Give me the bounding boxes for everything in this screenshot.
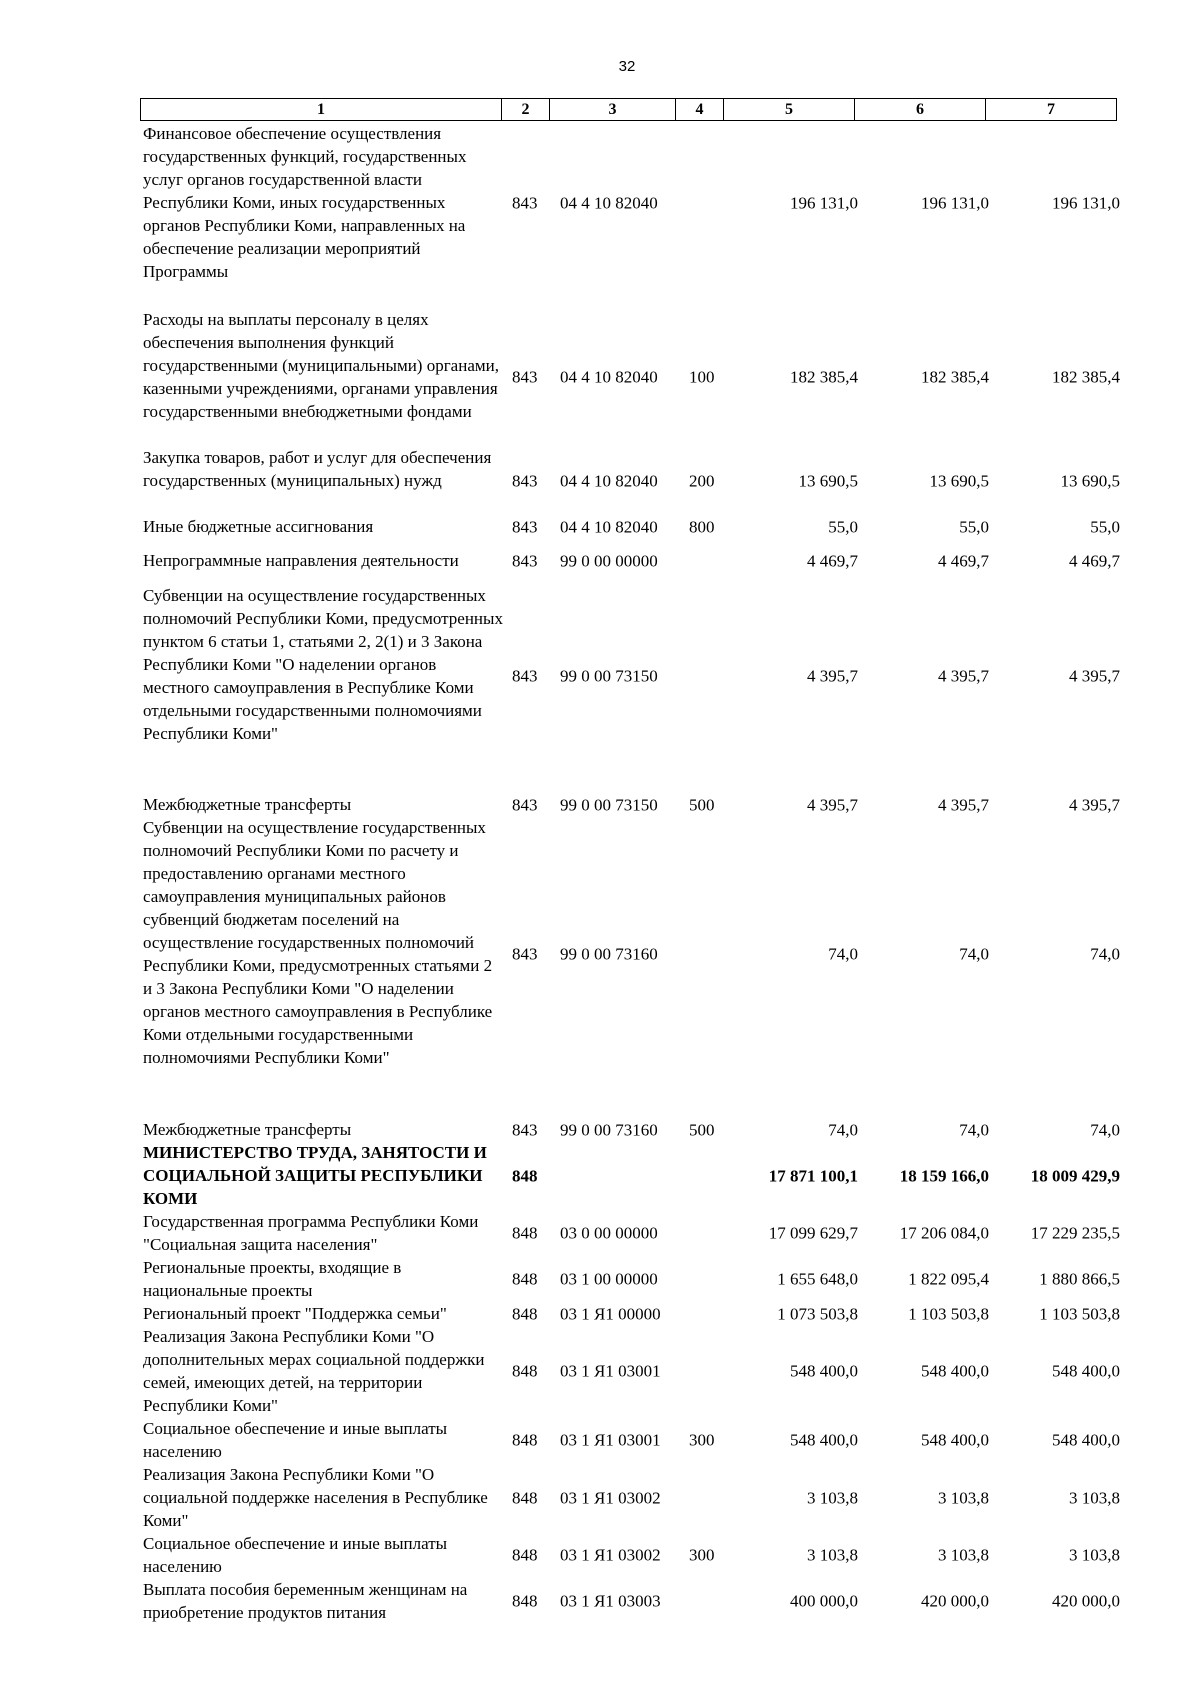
- table-row: [0, 1118, 1200, 1141]
- row-col-2: 843: [512, 367, 538, 387]
- table-row: [0, 308, 1200, 446]
- row-col-5: 4 395,7: [807, 666, 858, 686]
- row-col-2: 848: [512, 1361, 538, 1381]
- row-col-7: 1 880 866,5: [1039, 1269, 1120, 1289]
- row-col-7: 55,0: [1090, 517, 1120, 536]
- row-col-3: 99 0 00 73160: [560, 944, 658, 964]
- row-col-5: 55,0: [828, 517, 858, 536]
- row-col-2: 843: [512, 193, 538, 212]
- table-row: [0, 793, 1200, 816]
- row-col-5: 13 690,5: [798, 471, 858, 490]
- table-row: [0, 1463, 1200, 1532]
- header-col-6: 6: [855, 99, 986, 121]
- row-description: Реализация Закона Республики Коми "О социальной поддержке населения в Республике Коми": [143, 1465, 488, 1530]
- row-description: Межбюджетные трансферты: [143, 1120, 352, 1139]
- table-row: [0, 515, 1200, 538]
- row-description: Иные бюджетные ассигнования: [143, 517, 374, 536]
- table-row: [0, 584, 1200, 768]
- row-col-2: 843: [512, 517, 538, 536]
- row-col-6: 196 131,0: [921, 193, 989, 212]
- table-row: [0, 1325, 1200, 1417]
- row-col-6: 13 690,5: [929, 471, 989, 490]
- row-col-3: 03 1 00 00000: [560, 1269, 658, 1289]
- header-col-3: 3: [550, 99, 676, 121]
- table-row: [0, 1141, 1200, 1210]
- row-col-2: 843: [512, 795, 538, 814]
- row-description: Непрограммные направления деятельности: [143, 551, 459, 570]
- row-col-3: 03 1 Я1 03002: [560, 1545, 661, 1565]
- table-row: [0, 446, 1200, 515]
- row-col-2: 843: [512, 551, 538, 570]
- table-row: [0, 1210, 1200, 1256]
- row-col-5: 74,0: [828, 1120, 858, 1139]
- row-col-4: 500: [689, 795, 715, 814]
- row-col-5: 182 385,4: [790, 367, 858, 387]
- row-col-3: 03 1 Я1 03002: [560, 1488, 661, 1507]
- row-col-5: 4 469,7: [807, 551, 858, 570]
- row-col-3: 99 0 00 73150: [560, 666, 658, 686]
- row-col-2: 848: [512, 1223, 538, 1243]
- row-col-3: 99 0 00 00000: [560, 551, 658, 570]
- row-col-7: 74,0: [1090, 944, 1120, 964]
- header-col-5: 5: [724, 99, 855, 121]
- row-col-6: 182 385,4: [921, 367, 989, 387]
- row-col-6: 74,0: [959, 1120, 989, 1139]
- row-description: Социальное обеспечение и иные выплаты населению: [143, 1534, 448, 1576]
- row-col-6: 548 400,0: [921, 1430, 989, 1450]
- row-col-5: 1 073 503,8: [777, 1304, 858, 1323]
- table-row: [0, 1578, 1200, 1624]
- row-col-2: 848: [512, 1545, 538, 1565]
- row-col-3: 04 4 10 82040: [560, 367, 658, 387]
- row-col-3: 03 0 00 00000: [560, 1223, 658, 1243]
- row-col-7: 3 103,8: [1069, 1545, 1120, 1565]
- row-description: Расходы на выплаты персоналу в целях обеспечения выполнения функций государственными (муниципальными) органами, казенными учреждениями, органами управления государственными внебюджетными фондами: [143, 310, 499, 421]
- row-col-7: 182 385,4: [1052, 367, 1120, 387]
- row-col-7: 74,0: [1090, 1120, 1120, 1139]
- row-description: Закупка товаров, работ и услуг для обеспечения государственных (муниципальных) нужд: [143, 448, 492, 490]
- row-col-7: 3 103,8: [1069, 1488, 1120, 1507]
- row-col-5: 548 400,0: [790, 1430, 858, 1450]
- row-col-6: 4 395,7: [938, 795, 989, 814]
- row-col-7: 420 000,0: [1052, 1591, 1120, 1611]
- row-col-6: 3 103,8: [938, 1545, 989, 1565]
- row-col-7: 4 395,7: [1069, 795, 1120, 814]
- row-col-5: 17 099 629,7: [768, 1223, 858, 1243]
- row-description: Государственная программа Республики Коми "Социальная защита населения": [143, 1212, 479, 1254]
- row-col-5: 196 131,0: [790, 193, 858, 212]
- row-col-7: 18 009 429,9: [1030, 1166, 1120, 1185]
- row-col-7: 13 690,5: [1060, 471, 1120, 490]
- row-col-7: 548 400,0: [1052, 1361, 1120, 1381]
- row-col-4: 100: [689, 367, 715, 387]
- table-row: [0, 1256, 1200, 1302]
- row-col-2: 848: [512, 1591, 538, 1611]
- row-col-7: 1 103 503,8: [1039, 1304, 1120, 1323]
- row-col-6: 4 395,7: [938, 666, 989, 686]
- row-col-7: 548 400,0: [1052, 1430, 1120, 1450]
- row-col-5: 400 000,0: [790, 1591, 858, 1611]
- header-col-4: 4: [676, 99, 724, 121]
- row-col-3: 03 1 Я1 03001: [560, 1430, 661, 1450]
- row-col-3: 04 4 10 82040: [560, 471, 658, 490]
- row-col-5: 548 400,0: [790, 1361, 858, 1381]
- row-col-5: 17 871 100,1: [768, 1166, 858, 1185]
- row-col-3: 03 1 Я1 00000: [560, 1304, 661, 1323]
- row-col-6: 55,0: [959, 517, 989, 536]
- row-col-2: 848: [512, 1269, 538, 1289]
- row-col-3: 99 0 00 73150: [560, 795, 658, 814]
- row-col-6: 18 159 166,0: [899, 1166, 989, 1185]
- row-col-5: 74,0: [828, 944, 858, 964]
- row-col-3: 04 4 10 82040: [560, 517, 658, 536]
- row-col-5: 4 395,7: [807, 795, 858, 814]
- row-description: Межбюджетные трансферты: [143, 795, 352, 814]
- row-col-2: 843: [512, 944, 538, 964]
- row-col-4: 300: [689, 1430, 715, 1450]
- header-col-2: 2: [502, 99, 550, 121]
- row-col-7: 196 131,0: [1052, 193, 1120, 212]
- row-col-7: 4 395,7: [1069, 666, 1120, 686]
- row-description: Региональный проект "Поддержка семьи": [143, 1304, 447, 1323]
- row-description: Социальное обеспечение и иные выплаты населению: [143, 1419, 448, 1461]
- row-col-2: 848: [512, 1430, 538, 1450]
- row-description: Финансовое обеспечение осуществления государственных функций, государственных услуг органов государственной власти Республики Коми, иных государственных органов Республики Коми, направленных на обеспечение реализации мероприятий Программы: [143, 124, 467, 281]
- row-col-3: 99 0 00 73160: [560, 1120, 658, 1139]
- row-col-3: 03 1 Я1 03001: [560, 1361, 661, 1381]
- row-col-3: 04 4 10 82040: [560, 193, 658, 212]
- row-description: Субвенции на осуществление государственных полномочий Республики Коми по расчету и предоставлению органами местного самоуправления муниципальных районов субвенций бюджетам поселений на осуществление государственных полномочий Республики Коми, предусмотренных статьями 2 и 3 Закона Республики Коми "О наделении органов местного самоуправления в Республике Коми отдельными государственными полномочиями Республики Коми": [143, 818, 493, 1067]
- table-row: [0, 549, 1200, 572]
- row-col-2: 848: [512, 1166, 538, 1185]
- row-col-3: 03 1 Я1 03003: [560, 1591, 661, 1611]
- row-col-6: 1 822 095,4: [908, 1269, 989, 1289]
- row-col-4: 800: [689, 517, 715, 536]
- row-col-6: 548 400,0: [921, 1361, 989, 1381]
- table-row: [0, 1417, 1200, 1463]
- row-description: МИНИСТЕРСТВО ТРУДА, ЗАНЯТОСТИ И СОЦИАЛЬНОЙ ЗАЩИТЫ РЕСПУБЛИКИ КОМИ: [143, 1143, 487, 1208]
- row-col-2: 843: [512, 471, 538, 490]
- row-description: Выплата пособия беременным женщинам на приобретение продуктов питания: [143, 1580, 468, 1622]
- row-col-2: 843: [512, 1120, 538, 1139]
- row-col-6: 4 469,7: [938, 551, 989, 570]
- row-col-5: 3 103,8: [807, 1545, 858, 1565]
- row-col-6: 3 103,8: [938, 1488, 989, 1507]
- row-description: Субвенции на осуществление государственных полномочий Республики Коми, предусмотренных пунктом 6 статьи 1, статьями 2, 2(1) и 3 Закона Республики Коми "О наделении органов местного самоуправления в Республике Коми отдельными государственными полномочиями Республики Коми": [143, 586, 503, 743]
- table-row: [0, 816, 1200, 1092]
- row-col-2: 843: [512, 666, 538, 686]
- row-description: Реализация Закона Республики Коми "О дополнительных мерах социальной поддержки семей, имеющих детей, на территории Республики Коми": [143, 1327, 485, 1415]
- row-col-6: 17 206 084,0: [899, 1223, 989, 1243]
- row-col-4: 200: [689, 471, 715, 490]
- row-description: Региональные проекты, входящие в национальные проекты: [143, 1258, 402, 1300]
- row-col-2: 848: [512, 1488, 538, 1507]
- row-col-5: 3 103,8: [807, 1488, 858, 1507]
- row-col-7: 17 229 235,5: [1030, 1223, 1120, 1243]
- header-col-1: 1: [141, 99, 502, 121]
- row-col-6: 74,0: [959, 944, 989, 964]
- row-col-6: 420 000,0: [921, 1591, 989, 1611]
- row-col-6: 1 103 503,8: [908, 1304, 989, 1323]
- header-col-7: 7: [986, 99, 1117, 121]
- page-number: 32: [618, 58, 636, 75]
- table-row: [0, 1532, 1200, 1578]
- table-row: [0, 1302, 1200, 1325]
- table-header: [140, 98, 1117, 121]
- row-col-5: 1 655 648,0: [777, 1269, 858, 1289]
- table-row: [0, 122, 1200, 283]
- row-col-4: 300: [689, 1545, 715, 1565]
- row-col-2: 848: [512, 1304, 538, 1323]
- row-col-4: 500: [689, 1120, 715, 1139]
- row-col-7: 4 469,7: [1069, 551, 1120, 570]
